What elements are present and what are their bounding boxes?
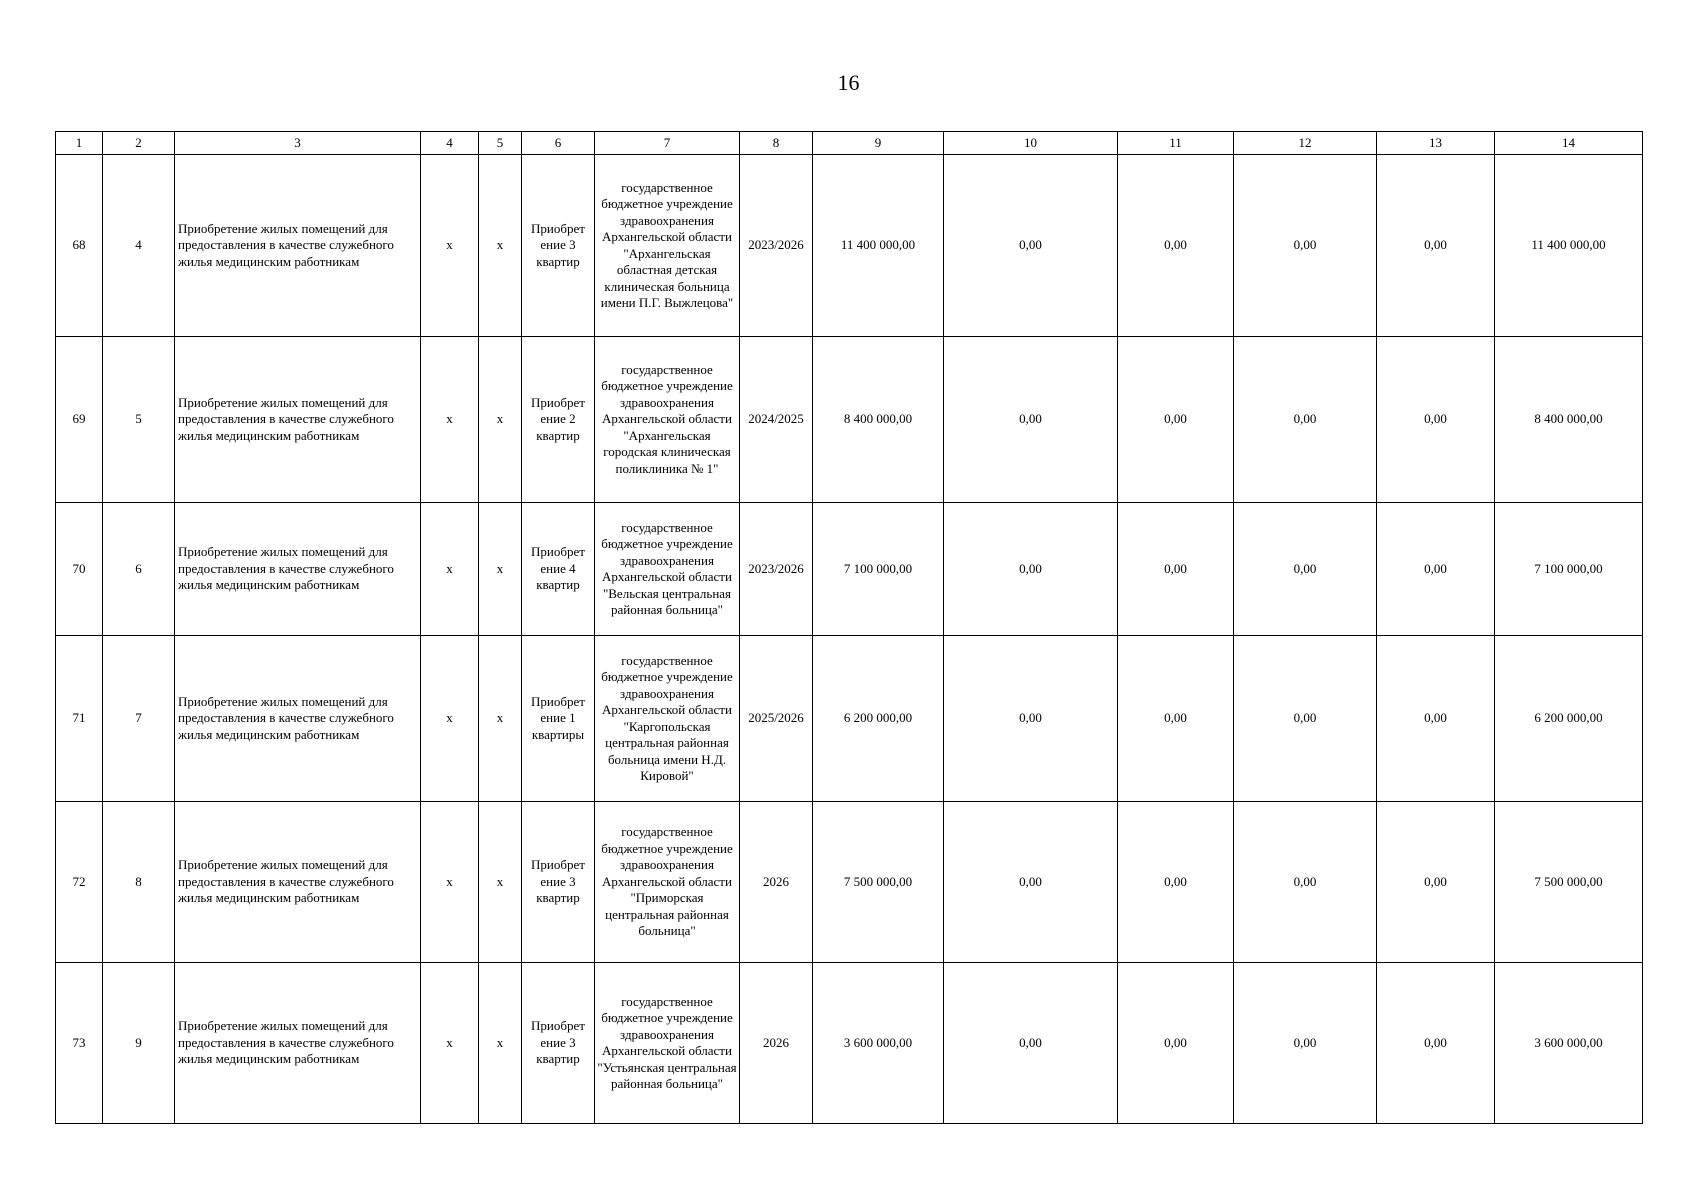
item-number: 8 <box>103 802 175 963</box>
amount-col11: 0,00 <box>1118 337 1234 503</box>
cell-col4: х <box>421 963 479 1124</box>
amount-col9: 7 500 000,00 <box>813 802 944 963</box>
header-cell: 12 <box>1234 132 1377 155</box>
cell-col4: х <box>421 337 479 503</box>
amount-col12: 0,00 <box>1234 963 1377 1124</box>
amount-col11: 0,00 <box>1118 636 1234 802</box>
item-number: 6 <box>103 503 175 636</box>
header-cell: 5 <box>479 132 522 155</box>
institution-cell: государственное бюджетное учреждение здравоохранения Архангельской области "Архангельская областная детская клиническая больница имени П.Г. Выжлецова" <box>595 155 740 337</box>
row-number: 71 <box>56 636 103 802</box>
amount-col12: 0,00 <box>1234 503 1377 636</box>
amount-col9: 6 200 000,00 <box>813 636 944 802</box>
page-number: 16 <box>837 70 860 95</box>
cell-col4: х <box>421 155 479 337</box>
row-number: 70 <box>56 503 103 636</box>
cell-col5: х <box>479 503 522 636</box>
header-row <box>56 132 1643 155</box>
amount-col10: 0,00 <box>944 963 1118 1124</box>
header-cell: 9 <box>813 132 944 155</box>
period-cell: 2025/2026 <box>740 636 813 802</box>
header-cell: 1 <box>56 132 103 155</box>
item-number: 5 <box>103 337 175 503</box>
table-row <box>56 963 1643 1124</box>
amount-col10: 0,00 <box>944 155 1118 337</box>
measure-name: Приобретение жилых помещений для предоставления в качестве служебного жилья медицинским работникам <box>175 802 421 963</box>
header-cell: 7 <box>595 132 740 155</box>
table-row <box>56 337 1643 503</box>
header-cell: 13 <box>1377 132 1495 155</box>
amount-col13: 0,00 <box>1377 337 1495 503</box>
header-cell: 8 <box>740 132 813 155</box>
cell-col6: Приобрет ение 3 квартир <box>522 963 595 1124</box>
period-cell: 2023/2026 <box>740 503 813 636</box>
amount-col11: 0,00 <box>1118 155 1234 337</box>
table-row <box>56 802 1643 963</box>
amount-col9: 7 100 000,00 <box>813 503 944 636</box>
amount-col9: 11 400 000,00 <box>813 155 944 337</box>
cell-col6: Приобрет ение 1 квартиры <box>522 636 595 802</box>
amount-col13: 0,00 <box>1377 503 1495 636</box>
table-row <box>56 503 1643 636</box>
cell-col4: х <box>421 802 479 963</box>
item-number: 4 <box>103 155 175 337</box>
header-cell: 4 <box>421 132 479 155</box>
item-number: 9 <box>103 963 175 1124</box>
amount-col11: 0,00 <box>1118 503 1234 636</box>
amount-col10: 0,00 <box>944 337 1118 503</box>
row-number: 69 <box>56 337 103 503</box>
measure-name: Приобретение жилых помещений для предоставления в качестве служебного жилья медицинским работникам <box>175 636 421 802</box>
amount-col14: 3 600 000,00 <box>1495 963 1643 1124</box>
cell-col5: х <box>479 636 522 802</box>
amount-col10: 0,00 <box>944 503 1118 636</box>
institution-cell: государственное бюджетное учреждение здравоохранения Архангельской области "Приморская центральная районная больница" <box>595 802 740 963</box>
period-cell: 2023/2026 <box>740 155 813 337</box>
amount-col11: 0,00 <box>1118 802 1234 963</box>
header-cell: 6 <box>522 132 595 155</box>
cell-col4: х <box>421 636 479 802</box>
cell-col6: Приобрет ение 3 квартир <box>522 155 595 337</box>
period-cell: 2026 <box>740 963 813 1124</box>
institution-cell: государственное бюджетное учреждение здравоохранения Архангельской области "Архангельская городская клиническая поликлиника № 1" <box>595 337 740 503</box>
cell-col6: Приобрет ение 3 квартир <box>522 802 595 963</box>
cell-col6: Приобрет ение 2 квартир <box>522 337 595 503</box>
header-cell: 2 <box>103 132 175 155</box>
amount-col14: 8 400 000,00 <box>1495 337 1643 503</box>
amount-col9: 8 400 000,00 <box>813 337 944 503</box>
institution-cell: государственное бюджетное учреждение здравоохранения Архангельской области "Вельская центральная районная больница" <box>595 503 740 636</box>
cell-col5: х <box>479 155 522 337</box>
amount-col12: 0,00 <box>1234 155 1377 337</box>
measure-name: Приобретение жилых помещений для предоставления в качестве служебного жилья медицинским работникам <box>175 155 421 337</box>
amount-col13: 0,00 <box>1377 155 1495 337</box>
amount-col14: 7 500 000,00 <box>1495 802 1643 963</box>
measure-name: Приобретение жилых помещений для предоставления в качестве служебного жилья медицинским работникам <box>175 503 421 636</box>
amount-col10: 0,00 <box>944 636 1118 802</box>
amount-col14: 6 200 000,00 <box>1495 636 1643 802</box>
measure-name: Приобретение жилых помещений для предоставления в качестве служебного жилья медицинским работникам <box>175 337 421 503</box>
amount-col12: 0,00 <box>1234 337 1377 503</box>
amount-col12: 0,00 <box>1234 802 1377 963</box>
header-cell: 10 <box>944 132 1118 155</box>
header-cell: 14 <box>1495 132 1643 155</box>
row-number: 73 <box>56 963 103 1124</box>
table-row <box>56 636 1643 802</box>
amount-col14: 11 400 000,00 <box>1495 155 1643 337</box>
row-number: 68 <box>56 155 103 337</box>
row-number: 72 <box>56 802 103 963</box>
institution-cell: государственное бюджетное учреждение здравоохранения Архангельской области "Каргопольская центральная районная больница имени Н.Д. Кировой" <box>595 636 740 802</box>
cell-col5: х <box>479 802 522 963</box>
header-cell: 11 <box>1118 132 1234 155</box>
amount-col13: 0,00 <box>1377 963 1495 1124</box>
amount-col11: 0,00 <box>1118 963 1234 1124</box>
amount-col13: 0,00 <box>1377 636 1495 802</box>
item-number: 7 <box>103 636 175 802</box>
cell-col5: х <box>479 963 522 1124</box>
data-table <box>55 131 1643 1124</box>
amount-col13: 0,00 <box>1377 802 1495 963</box>
amount-col10: 0,00 <box>944 802 1118 963</box>
amount-col12: 0,00 <box>1234 636 1377 802</box>
amount-col14: 7 100 000,00 <box>1495 503 1643 636</box>
period-cell: 2024/2025 <box>740 337 813 503</box>
cell-col6: Приобрет ение 4 квартир <box>522 503 595 636</box>
amount-col9: 3 600 000,00 <box>813 963 944 1124</box>
table-row <box>56 155 1643 337</box>
measure-name: Приобретение жилых помещений для предоставления в качестве служебного жилья медицинским работникам <box>175 963 421 1124</box>
cell-col4: х <box>421 503 479 636</box>
period-cell: 2026 <box>740 802 813 963</box>
header-cell: 3 <box>175 132 421 155</box>
institution-cell: государственное бюджетное учреждение здравоохранения Архангельской области "Устьянская центральная районная больница" <box>595 963 740 1124</box>
cell-col5: х <box>479 337 522 503</box>
